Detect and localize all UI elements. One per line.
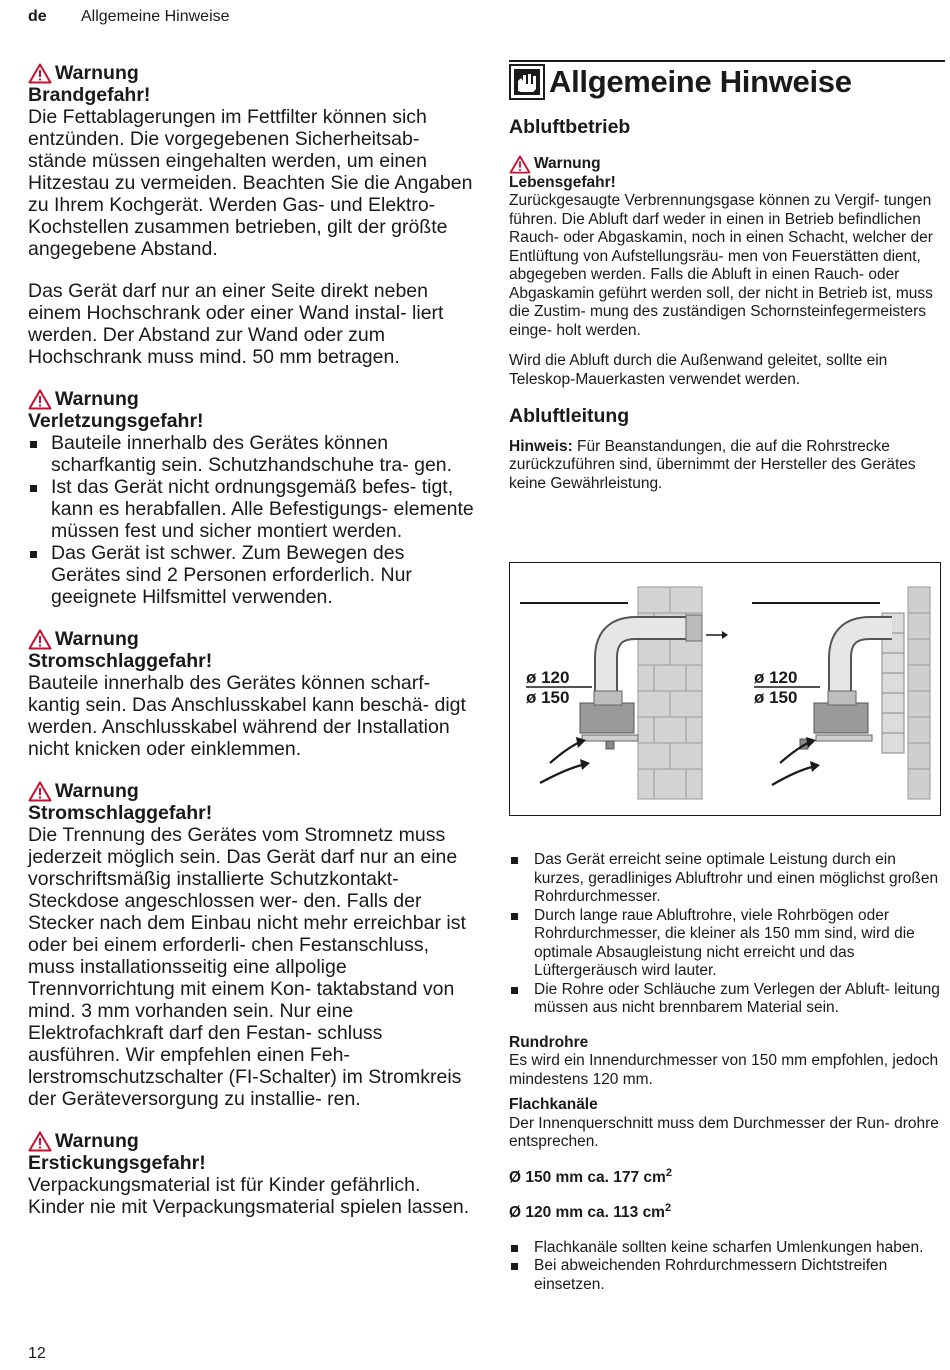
- page-header: [28, 8, 230, 26]
- warning-label: Warnung: [55, 62, 139, 84]
- note-label: Hinweis:: [509, 437, 573, 455]
- list-item: Flachkanäle sollten keine scharfen Umlenkungen haben.: [509, 1239, 945, 1258]
- warning-label: Warnung: [55, 780, 139, 802]
- warning-label: Warnung: [55, 1130, 139, 1152]
- warning-triangle-icon: [28, 629, 52, 650]
- warning-fire: [28, 62, 474, 260]
- ducting-illustration: [509, 562, 941, 816]
- warning-triangle-icon: [28, 63, 52, 84]
- hand-info-icon: [509, 64, 545, 100]
- heading-rundrohre: Rundrohre: [509, 1033, 589, 1051]
- warning-triangle-icon: [28, 781, 52, 802]
- paragraph-installation: Das Gerät darf nur an einer Seite direkt neben einem Hochschrank oder einer Wand instal- liert werden. Der Abstand zur Wand oder zum Hochschrank muss mind. 50 mm betragen.: [28, 280, 444, 368]
- section-title: Allgemeine Hinweise: [549, 63, 852, 99]
- right-column-bottom: [509, 851, 945, 1294]
- warning-title: Lebensgefahr!: [509, 173, 616, 191]
- warning-title: Verletzungsgefahr!: [28, 410, 204, 432]
- warning-electric-2: [28, 780, 474, 1110]
- section-heading: [509, 60, 945, 100]
- heading-abluftbetrieb: Abluftbetrieb: [509, 116, 631, 138]
- warning-electric-1: [28, 628, 474, 760]
- warning-text: Die Trennung des Gerätes vom Stromnetz muss jederzeit möglich sein. Das Gerät darf nur an eine vorschriftsmäßig installierte Schutzkontakt-Steckdose angeschlossen wer- den. Falls der Stecker nach dem Einbau nicht mehr erreichbar ist oder bei einem erforderli- chen Festanschluss, muss installationsseitig eine allpolige Trennvorrichtung mit einem Kon- taktabstand von mind. 3 mm vorhanden sein. Nur eine Elektrofachkraft darf den Festan- schluss ausführen. Wir empfehlen einen Feh- lerstromschutzschalter (FI-Schalter) im Stromkreis der Geräteversorgung zu installie- ren.: [28, 824, 466, 1110]
- diameter-label: ø 120: [526, 668, 570, 687]
- flachkanal-list: [509, 1239, 945, 1295]
- warning-text: Die Fettablagerungen im Fettfilter können sich entzünden. Die vorgegebenen Sicherheitsab- stände müssen eingehalten werden, um einen Hitzestau zu vermeiden. Beachten Sie die Angaben zu Ihrem Kochgerät. Werden Gas- und Elektro-Kochstellen zusammen betrieben, gilt der größte angegebene Abstand.: [28, 106, 473, 260]
- warning-title: Brandgefahr!: [28, 84, 151, 106]
- list-item: Durch lange raue Abluftrohre, viele Rohrbögen oder Rohrdurchmesser, die kleiner als 150 mm sind, wird die optimale Absaugleistung nicht erreicht und das Lüftergeräusch wird lauter.: [509, 907, 945, 981]
- ducting-diagram: [510, 563, 942, 817]
- flachkanaele-text: Der Innenquerschnitt muss dem Durchmesser der Run- drohre entsprechen.: [509, 1114, 939, 1150]
- warning-triangle-icon: [28, 389, 52, 410]
- diameter-label: ø 150: [754, 688, 798, 707]
- list-item: Bauteile innerhalb des Gerätes können scharfkantig sein. Schutzhandschuhe tra- gen.: [28, 432, 474, 476]
- note: [509, 438, 945, 494]
- warning-text: Bauteile innerhalb des Gerätes können scharf- kantig sein. Das Anschlusskabel kann beschä- digt werden. Anschlusskabel während der Installation nicht knicken oder einklemmen.: [28, 672, 466, 760]
- warning-label: Warnung: [55, 388, 139, 410]
- list-item: Ist das Gerät nicht ordnungsgemäß befes- tigt, kann es herabfallen. Alle Befestigungs- elemente müssen fest und sicher montiert werden.: [28, 476, 474, 542]
- heading-abluftleitung: Abluftleitung: [509, 405, 630, 427]
- warning-text: Zurückgesaugte Verbrennungsgase können zu Vergif- tungen führen. Die Abluft darf weder in einen in Betrieb befindlichen Rauch- oder Abgaskamin, noch in einen Schacht, welcher der Entlüftung von Aufstellungsräu- men von Feuerstätten dient, abgegeben werden. Falls die Abluft in einen Rauch- oder Abgaskamin geführt werden soll, der nicht in Betrieb ist, muss die Zustim- mung des zuständigen Schornsteinfegermeisters einge- holt werden.: [509, 192, 933, 339]
- warning-injury: [28, 388, 474, 608]
- warning-triangle-icon: [28, 1131, 52, 1152]
- right-column-top: [509, 60, 945, 493]
- list-item: Bei abweichenden Rohrdurchmessern Dichtstreifen einsetzen.: [509, 1257, 945, 1294]
- page-number: 12: [28, 1345, 46, 1362]
- diameter-label: ø 150: [526, 688, 570, 707]
- formula-150: Ø 150 mm ca. 177 $cm^2$: [509, 1166, 672, 1186]
- left-column: [28, 62, 474, 1238]
- paragraph-mauerkasten: Wird die Abluft durch die Außenwand geleitet, sollte ein Teleskop-Mauerkasten verwendet werden.: [509, 352, 888, 388]
- warning-suffocation: [28, 1130, 474, 1218]
- warning-life: [509, 155, 945, 341]
- list-item: Das Gerät ist schwer. Zum Bewegen des Gerätes sind 2 Personen erforderlich. Nur geeignete Hilfsmittel verwenden.: [28, 542, 474, 608]
- formula-120: Ø 120 mm ca. 113 $cm^2$: [509, 1202, 672, 1222]
- recommendation-list: [509, 851, 945, 1018]
- language-code: de: [28, 8, 47, 25]
- heading-flachkanaele: Flachkanäle: [509, 1096, 598, 1113]
- warning-title: Stromschlaggefahr!: [28, 802, 213, 824]
- warning-label: Warnung: [55, 628, 139, 650]
- list-item: Das Gerät erreicht seine optimale Leistung durch ein kurzes, geradliniges Abluftrohr und einen möglichst großen Rohrdurchmesser.: [509, 851, 945, 907]
- warning-title: Stromschlaggefahr!: [28, 650, 213, 672]
- diameter-label: ø 120: [754, 668, 798, 687]
- warning-text: Verpackungsmaterial ist für Kinder gefährlich. Kinder nie mit Verpackungsmaterial spielen lassen.: [28, 1174, 470, 1218]
- warning-triangle-icon: [509, 155, 531, 174]
- running-title: Allgemeine Hinweise: [81, 8, 230, 25]
- note-text: Für Beanstandungen, die auf die Rohrstrecke zurückzuführen sind, übernimmt der Hersteller des Gerätes keine Gewährleistung.: [509, 437, 916, 492]
- warning-title: Erstickungsgefahr!: [28, 1152, 206, 1174]
- warning-list: [28, 432, 474, 608]
- rundrohre-text: Es wird ein Innendurchmesser von 150 mm empfohlen, jedoch mindestens 120 mm.: [509, 1052, 939, 1088]
- warning-label: Warnung: [534, 154, 601, 172]
- list-item: Die Rohre oder Schläuche zum Verlegen der Abluft- leitung müssen aus nicht brennbarem Material sein.: [509, 981, 945, 1018]
